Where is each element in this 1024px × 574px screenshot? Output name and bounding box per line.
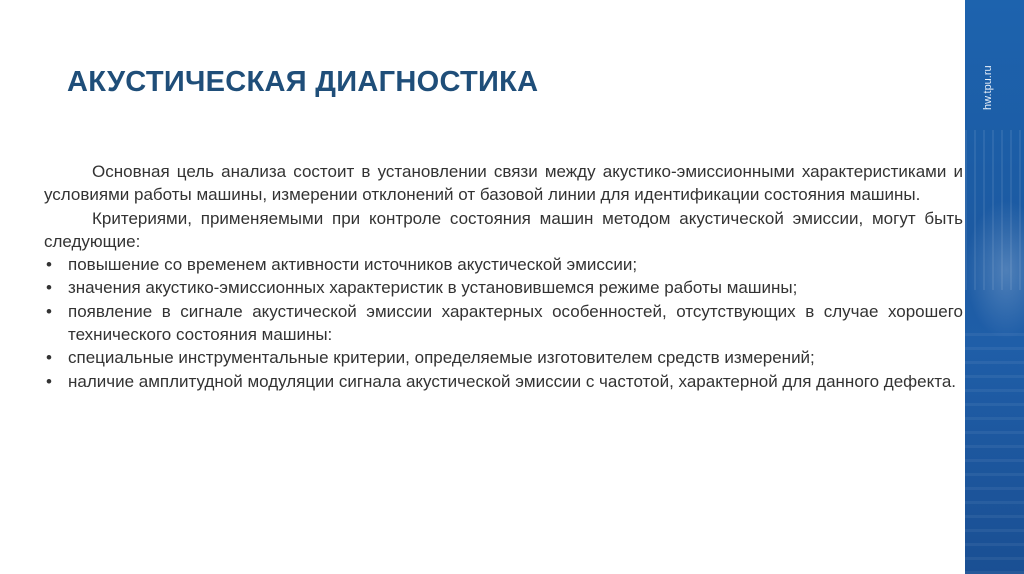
- bullet-icon: •: [46, 255, 52, 275]
- paragraph-criteria: Критериями, применяемыми при контроле состояния машин методом акустической эмиссии, могут быть следующие:: [44, 208, 963, 251]
- list-item: [44, 253, 963, 276]
- strip-texture: [965, 330, 1024, 574]
- paragraph-goal: Основная цель анализа состоит в установлении связи между акустико-эмиссионными характеристиками и условиями работы машины, измерении отклонений от базовой линии для идентификации состояния машины.: [44, 162, 963, 205]
- list-item: [44, 370, 963, 393]
- slide-body: [44, 160, 963, 393]
- list-item: [44, 276, 963, 299]
- bullet-icon: •: [46, 371, 52, 391]
- side-accent-strip: [965, 0, 1024, 574]
- bullet-icon: •: [46, 278, 52, 298]
- slide-title: АКУСТИЧЕСКАЯ ДИАГНОСТИКА: [67, 66, 539, 98]
- strip-texture: [965, 200, 1024, 340]
- list-item: [44, 346, 963, 369]
- bullet-icon: •: [46, 348, 52, 368]
- list-item-text: повышение со временем активности источников акустической эмиссии;: [68, 255, 638, 275]
- list-item-text: появление в сигнале акустической эмиссии характерных особенностей, отсутствующих в случае хорошего технического состояния машины:: [68, 301, 963, 345]
- criteria-list: [44, 253, 963, 393]
- list-item-text: специальные инструментальные критерии, определяемые изготовителем средств измерений;: [68, 348, 815, 368]
- list-item-text: наличие амплитудной модуляции сигнала акустической эмиссии с частотой, характерной для данного дефекта.: [68, 371, 957, 391]
- list-item-text: значения акустико-эмиссионных характеристик в установившемся режиме работы машины;: [68, 278, 798, 298]
- list-item: [44, 300, 963, 347]
- bullet-icon: •: [46, 301, 52, 321]
- site-label: hw.tpu.ru: [982, 65, 994, 110]
